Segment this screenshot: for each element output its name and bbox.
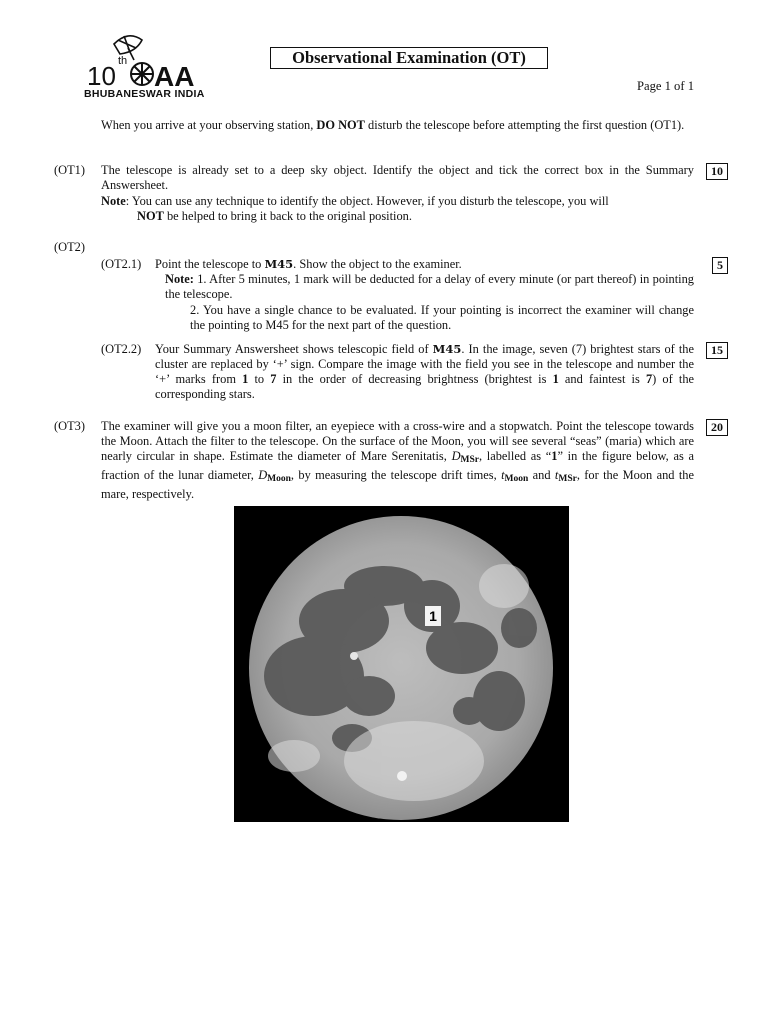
telescope-logo-icon	[84, 30, 216, 88]
svg-text:10: 10	[87, 61, 116, 88]
ot1-note: Note: You can use any technique to identify the object. However, if you disturb the telescope, you will NOT be helped to bring it back to the original position.	[101, 194, 609, 223]
svg-text:th: th	[118, 55, 128, 67]
ioaa-logo	[84, 30, 216, 100]
marks-box-ot2-2: 15	[706, 342, 728, 359]
mare-serenitatis-label: 1	[425, 606, 441, 626]
question-ot3-text: The examiner will give you a moon filter, an eyepiece with a cross-wire and a stopwatch. Point the telescope towards the Moon. Attach the filter to the telescope. On the surface of the Moon, you will see several “seas” (maria) which are nearly circular in shape. Estimate the diameter of Mare Serenitatis, $D_{MSr}$, labelled as “1” in the figure below, as a fraction of the lunar diameter, $D_{Moon}$, by measuring the telescope drift times, $t_{Moon}$ and $t_{MSr}$, for the Moon and the mare, respectively.	[101, 419, 694, 501]
marks-box-ot3: 20	[706, 419, 728, 436]
question-ot1-text: The telescope is already set to a deep sky object. Identify the object and tick the correct box in the Summary Answersheet.	[101, 163, 694, 192]
question-label-ot2-1: (OT2.1)	[101, 257, 142, 271]
question-label-ot2-2: (OT2.2)	[101, 342, 142, 356]
marks-box-ot2-1: 5	[712, 257, 728, 274]
ot2-1-note2: 2. You have a single chance to be evaluated. If your pointing is incorrect the examiner will change the pointing to M45 for the next part of the question.	[190, 303, 694, 332]
moon-image	[234, 506, 569, 822]
logo-tagline: BHUBANESWAR INDIA	[84, 88, 205, 100]
question-label-ot2: (OT2)	[54, 240, 85, 254]
intro-paragraph: When you arrive at your observing station, DO NOT disturb the telescope before attempting the first question (OT1).	[101, 118, 685, 132]
page-title: Observational Examination (OT)	[270, 47, 548, 69]
question-ot2-1-text: Point the telescope to M45. Show the object to the examiner.	[155, 257, 462, 271]
svg-text:AA: AA	[154, 61, 195, 88]
question-label-ot1: (OT1)	[54, 163, 85, 177]
question-ot2-2-text: Your Summary Answersheet shows telescopic field of M45. In the image, seven (7) brightest stars of the cluster are replaced by ‘+’ sign. Compare the image with the field you see in the telescope and number the ‘+’ marks from 1 to 7 in the order of decreasing brightness (brightest is 1 and faintest is 7) of the corresponding stars.	[155, 342, 695, 401]
page-number: Page 1 of 1	[636, 79, 694, 93]
moon-figure	[234, 506, 569, 822]
question-label-ot3: (OT3)	[54, 419, 85, 433]
marks-box-ot1: 10	[706, 163, 728, 180]
ot2-1-note1: Note: 1. After 5 minutes, 1 mark will be deducted for a delay of every minute (or part thereof) in pointing the telescope.	[165, 272, 694, 301]
